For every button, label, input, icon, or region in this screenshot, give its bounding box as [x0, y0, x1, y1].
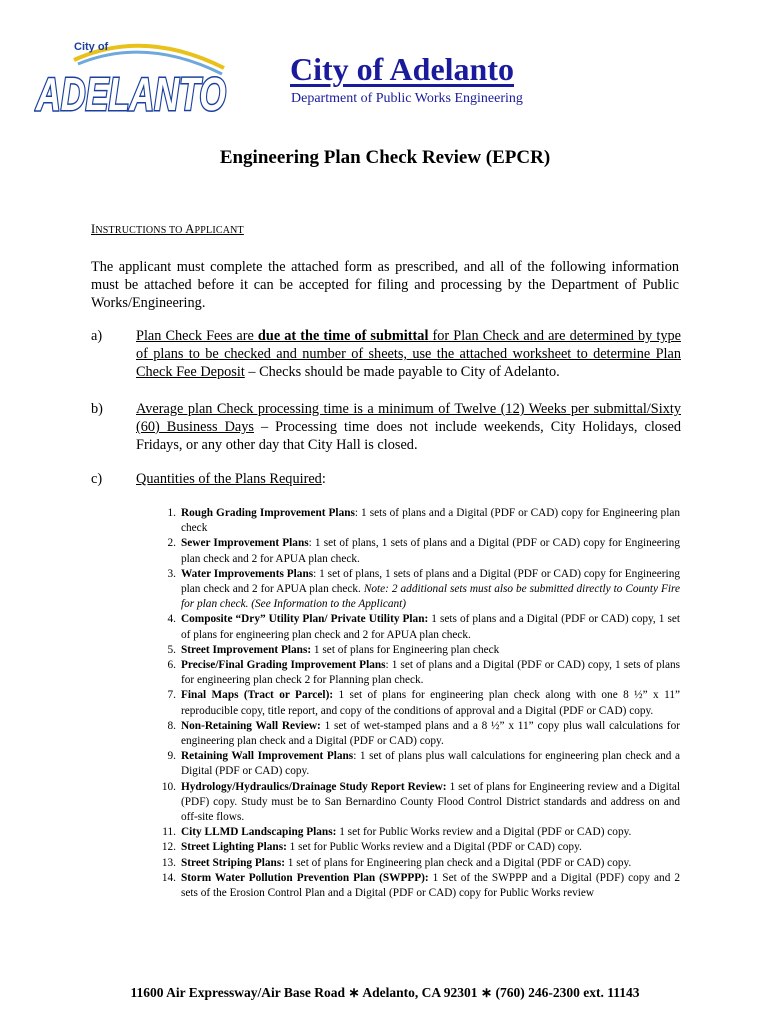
svg-text:ADELANTO: ADELANTO [35, 68, 227, 120]
list-item: 14. Storm Water Pollution Prevention Plan (SWPPP): 1 Set of the SWPPP and a Digital (PDF) copy and 2 sets of the Erosion Control Plan and a Digital (PDF or CAD) copy for Public Works review [161, 871, 680, 900]
footer-address: 11600 Air Expressway/Air Base Road ∗ Adelanto, CA 92301 ∗ (760) 246-2300 ext. 11143 [130, 985, 640, 1000]
item-marker: a) [91, 328, 103, 344]
document-title: Engineering Plan Check Review (EPCR) [219, 147, 551, 168]
list-item: 11. City LLMD Landscaping Plans: 1 set for Public Works review and a Digital (PDF or CAD) copy. [162, 826, 632, 839]
item-body: Quantities of the Plans Required: [136, 471, 326, 487]
list-item: 4. Composite “Dry” Utility Plan/ Private Utility Plan: 1 sets of plans and a Digital (PDF or CAD) copy, 1 set of plans for engineering plan check and 2 for APUA plan check. [167, 613, 680, 641]
list-item: 8. Non-Retaining Wall Review: 1 set of wet-stamped plans and a 8 ½” x 11” copy plus wall calculations for engineering plan check and a Digital (PDF or CAD) copy. [167, 719, 680, 748]
list-item: 6. Precise/Final Grading Improvement Plans: 1 set of plans and a Digital (PDF or CAD) copy, 1 sets of plans for engineering plan check 2 for Planning plan check. [167, 659, 680, 687]
list-item: 13. Street Striping Plans: 1 set of plans for Engineering plan check and a Digital (PDF or CAD) copy. [161, 856, 632, 869]
section-heading: INSTRUCTIONS TO APPLICANT [91, 222, 244, 236]
item-marker: b) [91, 401, 103, 417]
list-item: 1. Rough Grading Improvement Plans: 1 sets of plans and a Digital (PDF or CAD) copy for Engineering plan check [167, 507, 681, 535]
list-item: 9. Retaining Wall Improvement Plans: 1 set of plans plus wall calculations for engineering plan check and a Digital (PDF or CAD) copy. [167, 750, 680, 778]
list-item: 5. Street Improvement Plans: 1 set of plans for Engineering plan check [167, 643, 500, 656]
list-item: 3. Water Improvements Plans: 1 set of plans, 1 sets of plans and a Digital (PDF or CAD) copy for Engineering plan check and 2 for APUA plan check. Note: 2 additional sets must also be submitted directly to County Fire for plan check. (See Information to the Applicant) [167, 567, 680, 611]
svg-text:ADELANTO: ADELANTO [35, 68, 227, 120]
list-item: 10. Hydrology/Hydraulics/Drainage Study Report Review: 1 set of plans for Engineering review and a Digital (PDF) copy. Study must be to San Bernardino County Flood Control District standards and address on and off-site flows. [161, 780, 681, 824]
city-logo [34, 34, 230, 124]
list-item: 7. Final Maps (Tract or Parcel): 1 set of plans for engineering plan check along with one 8 ½” x 11” reproducible copy, title report, and copy of the conditions of approval and a Digital (PDF or CAD) copy. [167, 689, 680, 717]
plans-required-list [154, 506, 680, 901]
org-name: City of Adelanto [290, 51, 514, 87]
list-item: 2. Sewer Improvement Plans: 1 set of plans, 1 sets of plans and a Digital (PDF or CAD) copy for Engineering plan check and 2 for APUA plan check. [167, 537, 680, 565]
intro-paragraph: The applicant must complete the attached form as prescribed, and all of the following information must be attached before it can be accepted for filing and processing by the Department of Public Works/Engineering. [91, 259, 679, 311]
adelanto-logo-icon [34, 34, 230, 124]
svg-text:City of: City of [74, 41, 109, 53]
item-body: Average plan Check processing time is a minimum of Twelve (12) Weeks per submittal/Sixty (60) Business Days – Processing time does not include weekends, City Holidays, closed Fridays, or any other day that City Hall is closed. [136, 401, 681, 453]
list-item: 12. Street Lighting Plans: 1 set for Public Works review and a Digital (PDF or CAD) copy. [161, 841, 582, 854]
department-name: Department of Public Works Engineering [291, 91, 523, 106]
item-body: Plan Check Fees are due at the time of submittal for Plan Check and are determined by type of plans to be checked and number of sheets, use the attached worksheet to determine Plan Check Fee Deposit – Checks should be made payable to City of Adelanto. [136, 328, 681, 380]
item-marker: c) [91, 471, 103, 487]
